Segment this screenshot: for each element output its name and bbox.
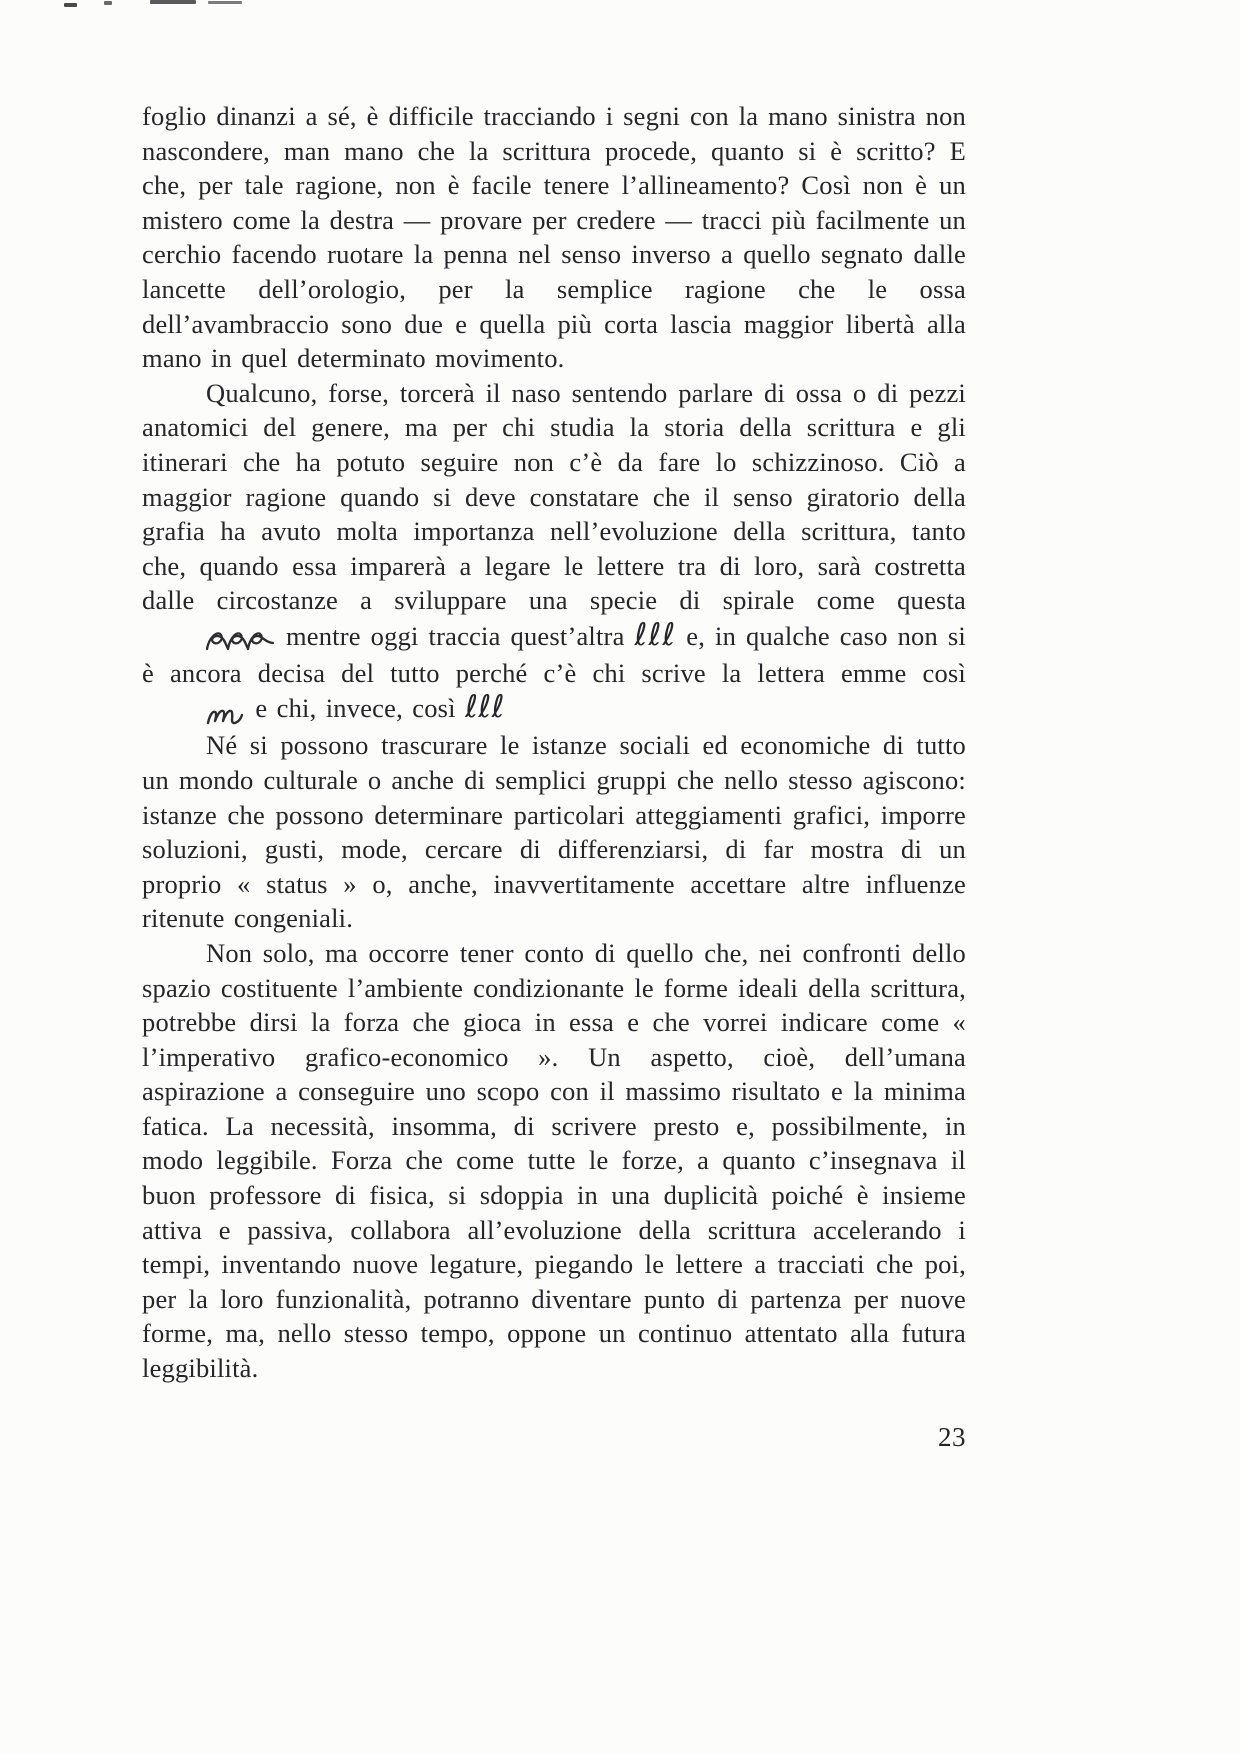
scan-artifact [64, 3, 77, 7]
page-number: 23 [938, 1422, 966, 1452]
paragraph-4: Non solo, ma occorre tener conto di quello che, nei confronti dello spazio costituente l’ambiente condizionante le forme ideali della scrittura, potrebbe dirsi la forza che gioca in essa e che vorrei indicare come « l’imperativo grafico-economico ». Un aspetto, cioè, dell’umana aspirazione a conseguire uno scopo con il massimo risultato e la minima fatica. La necessità, insomma, di scrivere presto e, possibilmente, in modo leggibile. Forza che come tutte le forze, a quanto c’insegnava il buon professore di fisica, si sdoppia in una duplicità poiché è insieme attiva e passiva, collabora all’evoluzione della scrittura accelerando i tempi, inventando nuove legature, piegando le lettere a tracciati che poi, per la loro funzionalità, potranno diventare punto di partenza per nuove forme, ma, nello stesso tempo, oppone un continuo attentato alla futura leggibilità. [142, 937, 966, 1384]
paragraph-2-text-b: mentre oggi traccia quest’altra [276, 620, 635, 651]
cursive-ell-glyph: ℓℓℓ [634, 616, 677, 653]
page-text-block [142, 99, 966, 1386]
spiral-loops-glyph-icon [142, 630, 276, 656]
scan-artifact [104, 1, 112, 5]
scan-artifact [150, 0, 196, 4]
paragraph-1: foglio dinanzi a sé, è difficile tracciando i segni con la mano sinistra non nascondere, man mano che la scrittura procede, quanto si è scritto? E che, per tale ragione, non è facile tenere l’allineamento? Così non è un mistero come la destra — provare per credere — tracci più facilmente un cerchio facendo ruotare la penna nel senso inverso a quello segnato dalle lancette dell’orologio, per la semplice ragione che le ossa dell’avambraccio sono due e quella più corta lascia maggior libertà alla mano in quel determinato movimento. [142, 101, 966, 374]
paragraph-2 [142, 376, 966, 729]
paragraph-3: Né si possono trascurare le istanze sociali ed economiche di tutto un mondo culturale o anche di semplici gruppi che nello stesso agiscono: istanze che possono determinare particolari atteggiamenti grafici, imporre soluzioni, gusti, mode, cercare di differenziarsi, di far mostra di un proprio « status » o, anche, inavvertitamente accettare altre influenze ritenute congeniali. [142, 730, 966, 934]
cursive-ell-glyph-final: ℓℓℓ [465, 689, 505, 726]
scan-artifact [208, 1, 242, 4]
cursive-m-glyph-icon [142, 702, 246, 728]
paragraph-2-text-c: e, in qualche caso non si è ancora decisa del tutto perché c’è chi scrive la lettera emme così [142, 620, 966, 688]
paragraph-2-text-a: Qualcuno, forse, torcerà il naso sentendo parlare di ossa o di pezzi anatomici del genere, ma per chi studia la storia della scrittura e gli itinerari che ha potuto seguire non c’è da fare lo schizzinoso. Ciò a maggior ragione quando si deve constatare che il senso giratorio della grafia ha avuto molta importanza nell’evoluzione della scrittura, tanto che, quando essa imparerà a legare le lettere tra di loro, sarà costretta dalle circostanze a sviluppare una specie di spirale come questa [142, 377, 966, 616]
paragraph-2-text-d: e chi, invece, così [246, 693, 466, 724]
